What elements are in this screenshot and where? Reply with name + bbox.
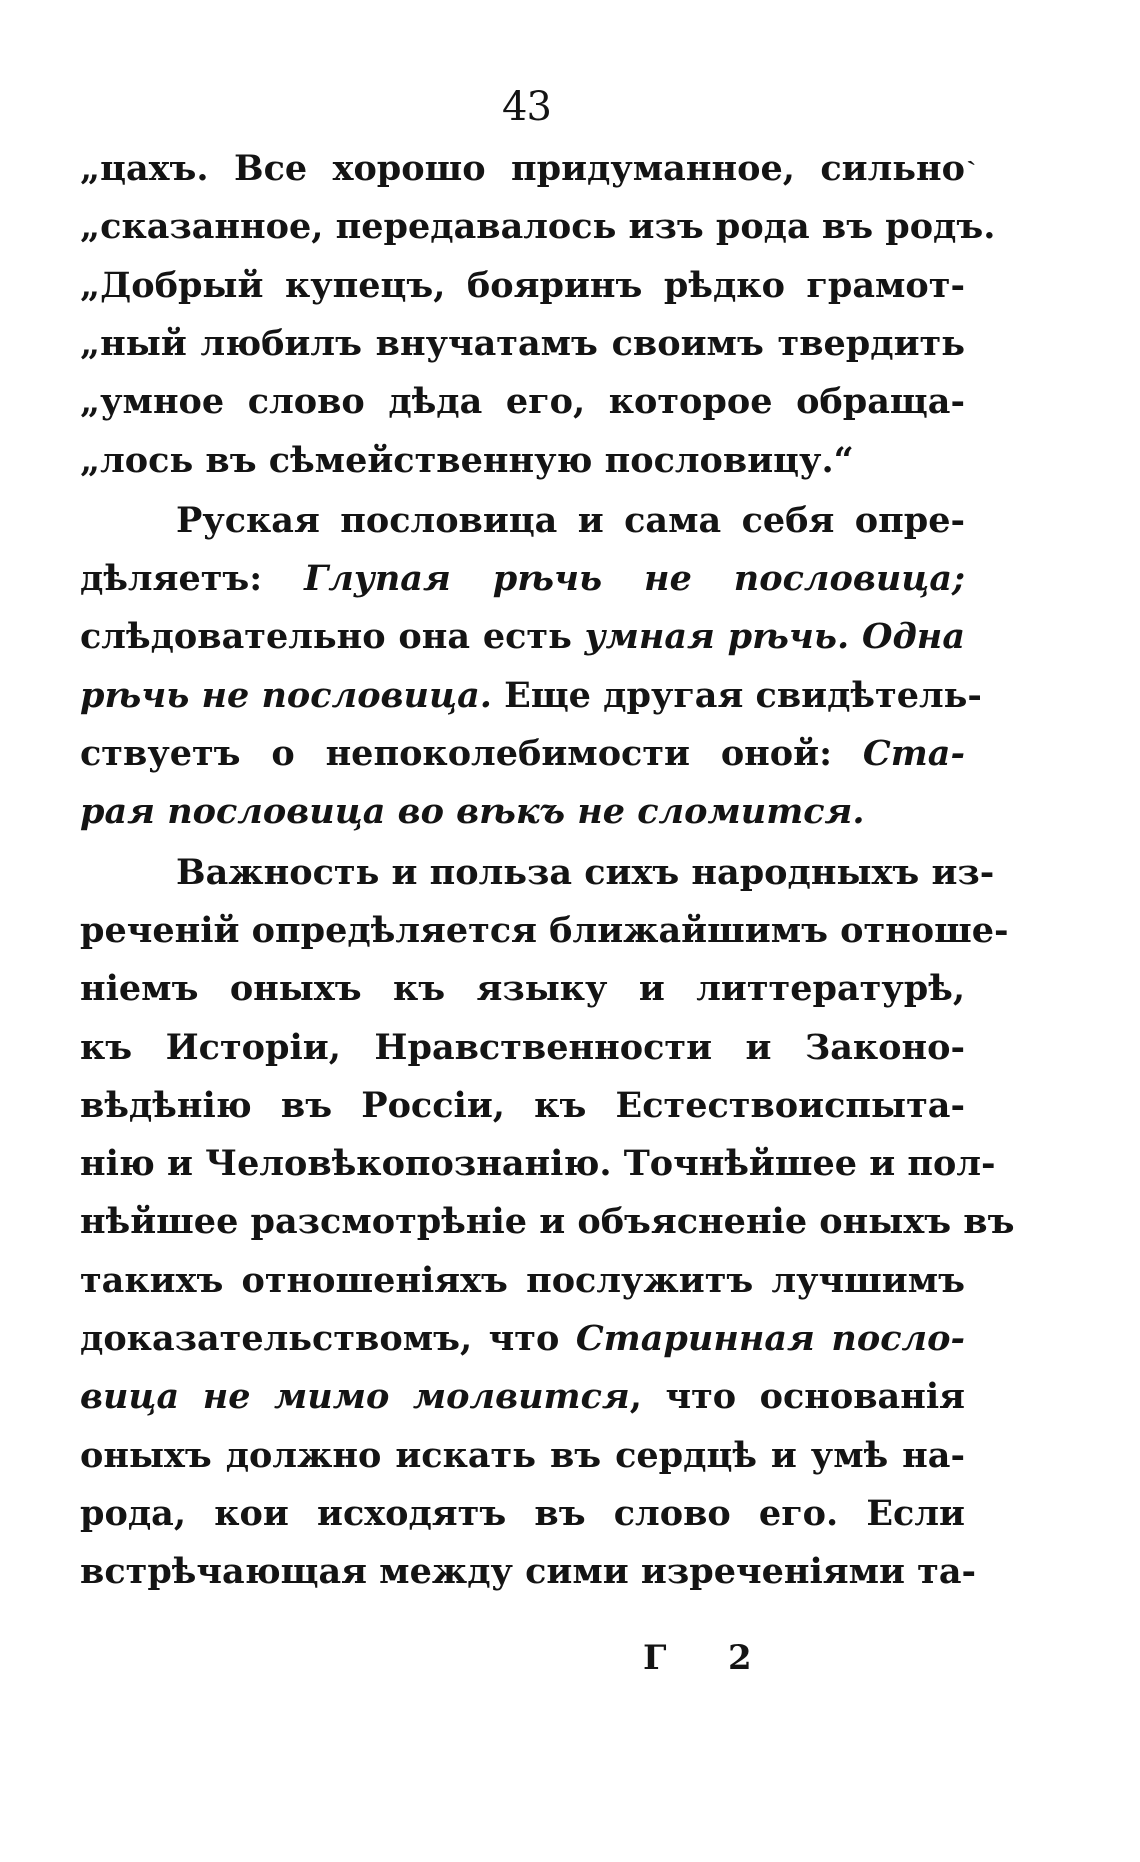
text-line	[80, 783, 965, 843]
text-line	[80, 1427, 965, 1487]
text-line	[80, 902, 1009, 962]
text-line	[80, 1543, 977, 1603]
text-line	[80, 1485, 965, 1545]
text-segment: ствуетъ о непоколебимости оной:	[80, 733, 863, 774]
text-line	[80, 667, 982, 727]
text-line	[80, 1077, 965, 1137]
text-line	[80, 608, 965, 668]
text-segment: „ный любилъ внучатамъ своимъ твердить	[80, 322, 965, 364]
text-segment: Важность и польза сихъ народныхъ из-	[176, 851, 995, 893]
text-segment: , что основанія	[629, 1376, 965, 1418]
italic-segment: Старинная посло-	[575, 1318, 965, 1359]
italic-segment: вица не мимо молвится	[80, 1376, 630, 1418]
text-line	[80, 1019, 965, 1079]
text-line	[80, 432, 965, 492]
text-segment: „лось въ сѣмейственную пословицу.“	[80, 439, 854, 481]
text-line	[80, 1135, 996, 1195]
text-segment: нію и Человѣкопознанію. Точнѣйшее и пол-	[80, 1143, 996, 1185]
text-line	[80, 373, 965, 433]
italic-segment: рѣчь не пословица.	[80, 674, 492, 716]
text-line	[80, 1368, 965, 1428]
text-segment: вѣдѣнію въ Россіи, къ Естествоиспыта-	[80, 1084, 965, 1126]
text-segment: „Добрый купецъ, бояринъ рѣдко грамот-	[80, 264, 965, 306]
text-segment: слѣдовательно она есть	[80, 616, 585, 658]
text-line	[80, 960, 965, 1020]
text-segment: „цахъ. Все хорошо придуманное, сильно	[80, 148, 965, 189]
text-segment: къ Исторіи, Нравственности и Законо-	[80, 1026, 965, 1068]
text-segment: дѣляетъ:	[80, 558, 305, 600]
text-segment: ніемъ оныхъ къ языку и литтературѣ,	[80, 968, 965, 1010]
text-line	[80, 315, 965, 375]
text-line	[80, 198, 996, 258]
italic-segment: Ста-	[862, 733, 965, 774]
text-line	[80, 1193, 1015, 1253]
text-segment: Руская пословица и сама себя опре-	[176, 499, 965, 541]
signature-letter: Г	[643, 1638, 667, 1678]
text-line	[80, 492, 965, 552]
text-segment: „сказанное, передавалось изъ рода въ родъ.	[80, 206, 996, 248]
text-segment: реченій опредѣляется ближайшимъ отноше-	[80, 909, 1009, 951]
text-segment: нѣйшее разсмотрѣніе и объясненіе оныхъ въ	[80, 1201, 1015, 1243]
text-segment: Еще другая свидѣтель-	[491, 674, 982, 716]
signature-number: 2	[728, 1638, 752, 1678]
text-line	[80, 725, 965, 785]
italic-segment: умная рѣчь. Одна	[584, 616, 965, 658]
text-line	[80, 1310, 965, 1370]
italic-segment: Глупая рѣчь не пословица;	[304, 558, 965, 600]
text-segment: оныхъ должно искать въ сердцѣ и умѣ на-	[80, 1434, 965, 1476]
text-segment: „умное слово дѣда его, которое обраща-	[80, 381, 965, 423]
text-segment: встрѣчающая между сими изреченіями та-	[80, 1551, 977, 1593]
margin-mark: ˎ	[961, 131, 977, 168]
text-line	[80, 140, 965, 200]
text-segment: доказательствомъ, что	[80, 1318, 576, 1359]
text-line	[80, 1252, 965, 1312]
italic-segment: рая пословица во вѣкъ не сломится.	[80, 791, 865, 833]
text-segment: такихъ отношеніяхъ послужитъ лучшимъ	[80, 1259, 965, 1301]
text-line	[80, 844, 995, 904]
text-line	[80, 257, 965, 317]
page-number: 43	[502, 84, 551, 130]
text-line	[80, 550, 965, 610]
text-segment: рода, кои исходятъ въ слово его. Если	[80, 1492, 965, 1534]
